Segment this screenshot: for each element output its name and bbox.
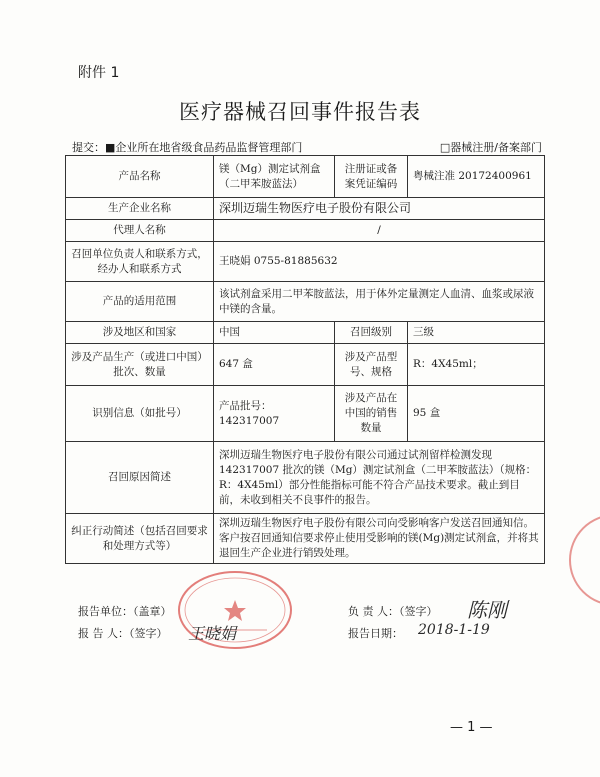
sales-label: 涉及产品在中国的销售数量: [335, 386, 408, 442]
report-date-label: 报告日期：: [348, 627, 403, 640]
manufacturer-label: 生产企业名称: [66, 198, 214, 220]
table-row: [66, 344, 545, 386]
product-name-label: 产品名称: [66, 156, 214, 198]
region-label: 涉及地区和国家: [66, 322, 214, 344]
page-number: — 1 —: [450, 720, 493, 735]
agent-label: 代理人名称: [66, 220, 214, 242]
model-value: R：4X45ml；: [408, 344, 545, 386]
report-unit-label: 报告单位：（盖章）: [78, 605, 172, 618]
table-row: [66, 156, 545, 198]
action-label: 纠正行动简述（包括召回要求和处理方式等）: [66, 514, 214, 564]
agent-value: /: [214, 220, 545, 242]
partial-seal-icon: [560, 505, 600, 615]
table-row: [66, 198, 545, 220]
model-label: 涉及产品型号、规格: [335, 344, 408, 386]
table-row: [66, 442, 545, 514]
table-row: [66, 322, 545, 344]
level-value: 三级: [408, 322, 545, 344]
batch-value: 647 盒: [214, 344, 335, 386]
id-info-label: 识别信息（如批号）: [66, 386, 214, 442]
cert-label: 注册证或备案凭证编码: [335, 156, 408, 198]
reporter-signature: 王晓娟: [188, 624, 237, 643]
manufacturer-value: 深圳迈瑞生物医疗电子股份有限公司: [214, 198, 545, 220]
scope-value: 该试剂盒采用二甲苯胺蓝法，用于体外定量测定人血清、血浆或尿液中镁的含量。: [214, 282, 545, 322]
contact-label: 召回单位负责人和联系方式，经办人和联系方式: [66, 242, 214, 282]
attachment-label: 附件 1: [78, 65, 120, 81]
table-row: [66, 242, 545, 282]
region-value: 中国: [214, 322, 335, 344]
submit-to-row: [72, 139, 542, 155]
table-row: [66, 514, 545, 564]
reporter-label: 报 告 人：（签字）: [78, 627, 168, 640]
submit-right: □器械注册/备案部门: [439, 141, 542, 154]
report-date-value: 2018-1-19: [418, 622, 490, 638]
level-label: 召回级别: [335, 322, 408, 344]
table-row: [66, 282, 545, 322]
submit-left: 提交：■企业所在地省级食品药品监督管理部门: [72, 141, 303, 154]
action-value: 深圳迈瑞生物医疗电子股份有限公司向受影响客户发送召回通知信。客户按召回通知信要求停止使用受影响的镁(Mg)测定试剂盒，并将其退回生产企业进行销毁处理。: [214, 514, 545, 564]
reason-value: 深圳迈瑞生物医疗电子股份有限公司通过试剂留样检测发现 142317007 批次的镁（Mg）测定试剂盒（二甲苯胺蓝法）（规格：R：4X45ml）部分性能指标可能不符合产品技术要求。截止到目前，未收到相关不良事件的报告。: [214, 442, 545, 514]
id-info-value: 产品批号：142317007: [214, 386, 335, 442]
head-label: 负 责 人：（签字）: [348, 605, 438, 618]
table-row: [66, 386, 545, 442]
scope-label: 产品的适用范围: [66, 282, 214, 322]
head-signature: 陈刚: [467, 598, 507, 622]
cert-value: 粤械注准 20172400961: [408, 156, 545, 198]
contact-value: 王晓娟 0755-81885632: [214, 242, 545, 282]
page-title: 医疗器械召回事件报告表: [179, 100, 421, 124]
report-table: [65, 155, 545, 564]
table-row: [66, 220, 545, 242]
batch-label: 涉及产品生产（或进口中国）批次、数量: [66, 344, 214, 386]
sales-value: 95 盒: [408, 386, 545, 442]
reason-label: 召回原因简述: [66, 442, 214, 514]
product-name-value: 镁（Mg）测定试剂盒（二甲苯胺蓝法）: [214, 156, 335, 198]
